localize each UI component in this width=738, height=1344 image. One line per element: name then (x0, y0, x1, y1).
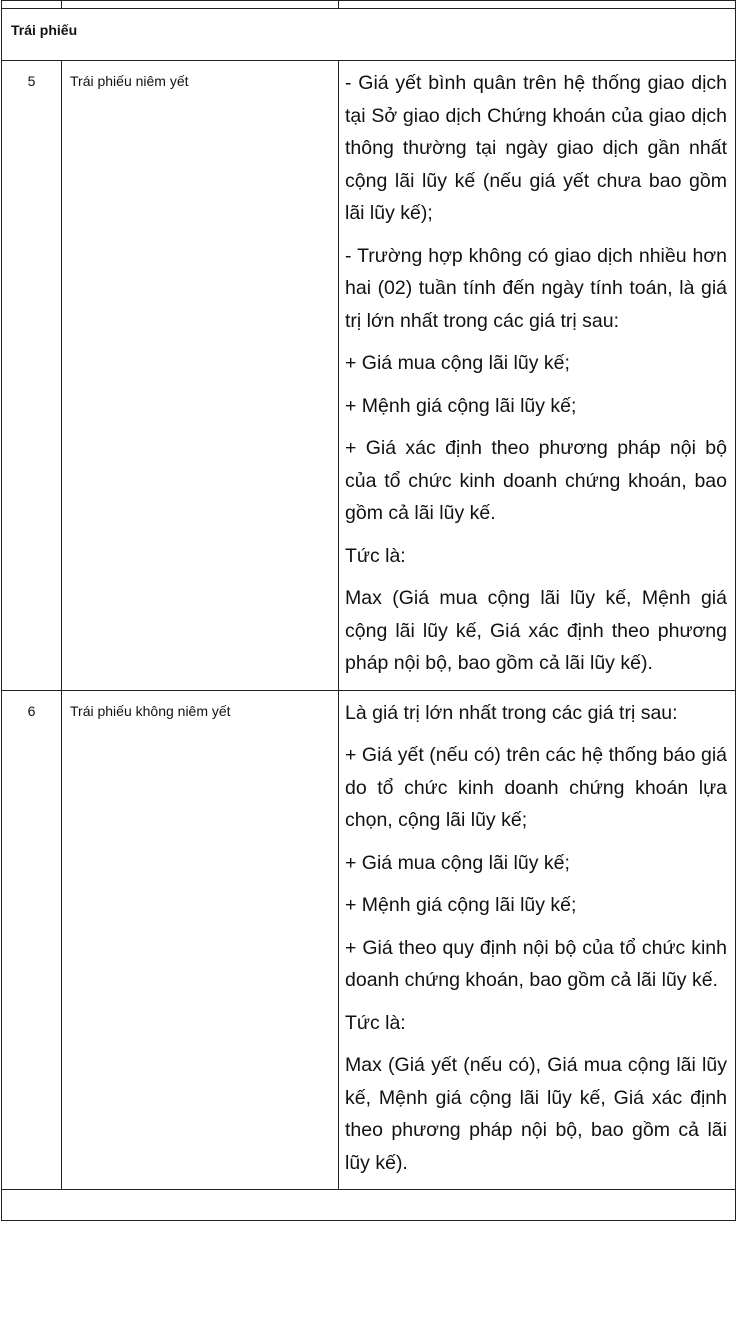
description-paragraph: + Mệnh giá cộng lãi lũy kế; (345, 894, 577, 916)
table-row-previous-stub (2, 1, 736, 9)
table-row-next-stub (2, 1190, 736, 1221)
section-title: Trái phiếu (2, 9, 736, 61)
description-paragraph: + Giá mua cộng lãi lũy kế; (345, 851, 570, 874)
section-header-row (2, 9, 736, 61)
table-row (2, 690, 736, 1190)
stub-cell (2, 1, 62, 9)
stub-cell (339, 1, 736, 9)
row-description (339, 61, 736, 691)
description-paragraph: + Giá theo quy định nội bộ của tổ chức kinh doanh chứng khoán, bao gồm cả lãi lũy kế. (345, 936, 727, 991)
description-paragraph: Max (Giá yết (nếu có), Giá mua cộng lãi lũy kế, Mệnh giá cộng lãi lũy kế, Giá xác định theo phương pháp nội bộ, bao gồm cả lãi lũy kế). (345, 1054, 727, 1174)
stub-cell (62, 1, 339, 9)
table-row (2, 61, 736, 691)
valuation-table (1, 0, 736, 1221)
description-paragraph: Là giá trị lớn nhất trong các giá trị sau: (345, 701, 678, 724)
description-paragraph: Tức là: (345, 544, 406, 567)
row-name: Trái phiếu không niêm yết (62, 690, 339, 1190)
description-paragraph: + Giá xác định theo phương pháp nội bộ của tổ chức kinh doanh chứng khoán, bao gồm cả lãi lũy kế. (345, 437, 727, 524)
description-paragraph: Tức là: (345, 1011, 406, 1034)
description-paragraph: - Giá yết bình quân trên hệ thống giao dịch tại Sở giao dịch Chứng khoán của giao dịch thông thường tại ngày giao dịch gần nhất cộng lãi lũy kế (nếu giá yết chưa bao gồm lãi lũy kế); (345, 72, 727, 224)
stub-cell (2, 1190, 736, 1221)
row-description (339, 690, 736, 1190)
description-paragraph: - Trường hợp không có giao dịch nhiều hơn hai (02) tuần tính đến ngày tính toán, là giá trị lớn nhất trong các giá trị sau: (345, 244, 727, 332)
description-paragraph: + Giá mua cộng lãi lũy kế; (345, 352, 570, 374)
description-paragraph: + Giá yết (nếu có) trên các hệ thống báo giá do tổ chức kinh doanh chứng khoán lựa chọn, cộng lãi lũy kế; (345, 744, 727, 831)
row-number: 5 (2, 61, 62, 691)
description-paragraph: + Mệnh giá cộng lãi lũy kế; (345, 394, 577, 417)
description-paragraph: Max (Giá mua cộng lãi lũy kế, Mệnh giá cộng lãi lũy kế, Giá xác định theo phương pháp nội bộ, bao gồm cả lãi lũy kế). (345, 587, 727, 674)
row-name: Trái phiếu niêm yết (62, 61, 339, 691)
row-number: 6 (2, 690, 62, 1190)
